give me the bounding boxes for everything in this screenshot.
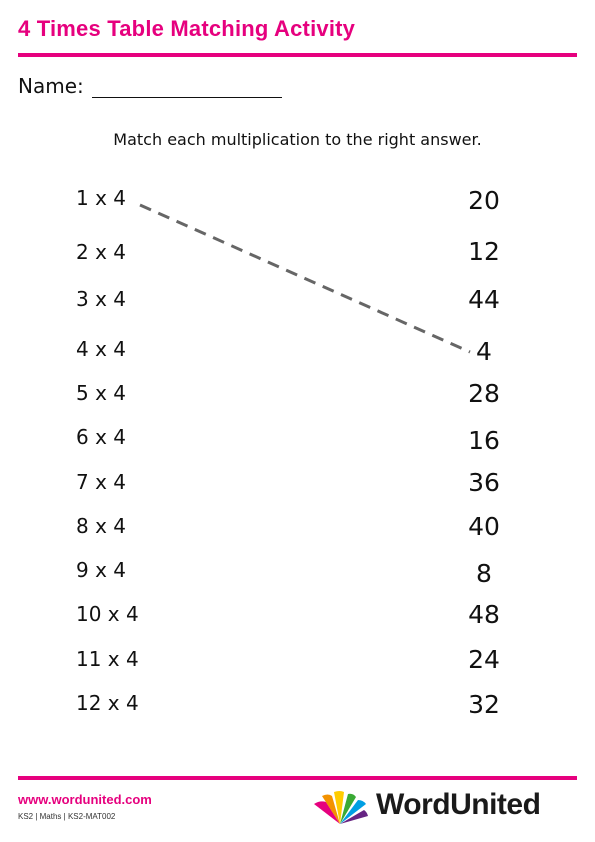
question-item[interactable]: 6 x 4 [76,425,126,449]
question-item[interactable]: 8 x 4 [76,514,126,538]
answer-item[interactable]: 40 [468,512,500,541]
question-item[interactable]: 12 x 4 [76,691,139,715]
brand-name: WordUnited [376,788,541,821]
brand-logo [310,786,580,830]
footer-divider [18,776,577,780]
question-item[interactable]: 11 x 4 [76,647,139,671]
answer-item[interactable]: 32 [468,690,500,719]
instruction-text: Match each multiplication to the right answer. [113,130,482,149]
name-label: Name: [18,74,84,98]
answer-item[interactable]: 28 [468,379,500,408]
question-item[interactable]: 4 x 4 [76,337,126,361]
answer-item[interactable]: 44 [468,285,500,314]
answer-item[interactable]: 36 [468,468,500,497]
answer-item[interactable]: 12 [468,237,500,266]
question-item[interactable]: 10 x 4 [76,602,139,626]
answer-item[interactable]: 24 [468,645,500,674]
answer-item[interactable]: 16 [468,426,500,455]
answer-item[interactable]: 8 [476,559,492,588]
worksheet-code: KS2 | Maths | KS2-MAT002 [18,812,116,821]
question-item[interactable]: 3 x 4 [76,287,126,311]
answer-item[interactable]: 20 [468,186,500,215]
question-item[interactable]: 2 x 4 [76,240,126,264]
answer-item[interactable]: 48 [468,600,500,629]
question-item[interactable]: 7 x 4 [76,470,126,494]
question-item[interactable]: 1 x 4 [76,186,126,210]
fan-logo-icon [310,790,370,826]
question-item[interactable]: 9 x 4 [76,558,126,582]
answer-item[interactable]: 4 [476,337,492,366]
question-item[interactable]: 5 x 4 [76,381,126,405]
website-link[interactable]: www.wordunited.com [18,792,152,807]
page-title: 4 Times Table Matching Activity [18,16,356,41]
